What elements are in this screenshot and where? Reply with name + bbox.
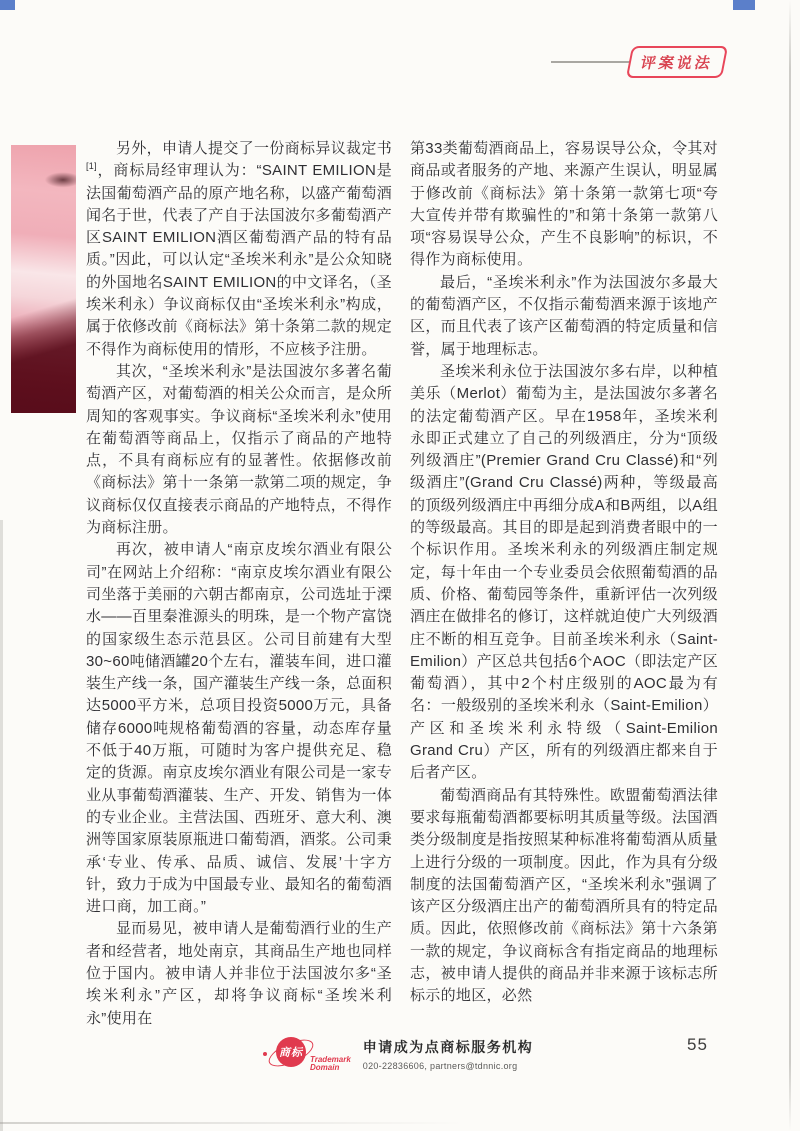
page-footer	[276, 1037, 533, 1072]
logo-en-line1: Trademark	[310, 1055, 351, 1064]
paragraph-wine-classification: 葡萄酒商品有其特殊性。欧盟葡萄酒法律要求每瓶葡萄酒都要标明其质量等级。法国酒类分级制度是指按照某种标准将葡萄酒从质量上进行分级的一项制度。因此，作为具有分级制度的法国葡萄酒产区，“圣埃米利永”强调了该产区分级酒庄出产的葡萄酒所具有的特定品质。因此，依照修改前《商标法》第十六条第一款的规定，争议商标含有指定商品的地理标志，被申请人提供的商品并非来源于该标志所标示的地区，必然	[410, 786, 718, 1005]
header-rule	[551, 61, 634, 63]
logo-en-text	[310, 1056, 351, 1072]
scan-edge-left	[0, 520, 3, 1131]
paragraph-continuation: 第33类葡萄酒商品上，容易误导公众，令其对商品或者服务的产地、来源产生误认，明显属于修改前《商标法》第十条第一款第七项“夸大宣传并带有欺骗性的”和第十条第一款第八项“容易误导公众，产生不良影响”的标识，不得作为商标使用。	[410, 140, 718, 269]
paragraph-text: 另外，申请人提交了一份商标异议裁定书	[116, 140, 392, 157]
scan-edge-bottom	[0, 1122, 464, 1124]
article-column-left	[86, 138, 392, 1030]
wine-photo-fragment	[11, 145, 76, 413]
trademark-domain-logo-icon	[276, 1037, 306, 1067]
paragraph-company-intro: 再次，被申请人“南京皮埃尔酒业有限公司”在网站上介绍称：“南京皮埃尔酒业有限公司坐落于美丽的六朝古都南京，公司选址于溧水——百里秦淮源头的明珠，是一个物产富饶的国家级生态示范县区。公司目前建有大型30~60吨储酒罐20个左右，灌装车间，进口灌装生产线一条，国产灌装生产线一条，总面积达5000平方米，总项目投资5000万元，具备储存6000吨规格葡萄酒的容量，动态库存量不低于40万瓶，可随时为客户提供充足、稳定的货源。南京皮埃尔酒业有限公司是一家专业从事葡萄酒灌装、生产、开发、销售为一体的专业企业。主营法国、西班牙、意大利、澳洲等国家原装原瓶进口葡萄酒，酒浆。公司秉承‘专业、传承、品质、诚信、发展’十字方针，致力于成为中国最专业、最知名的葡萄酒进口商，加工商。”	[86, 541, 393, 916]
section-tag	[626, 46, 728, 78]
paragraph-geographic-indication: 最后，“圣埃米利永”作为法国波尔多最大的葡萄酒产区，不仅指示葡萄酒来源于该地产区，而且代表了该产区葡萄酒的特定质量和信誉，属于地理标志。	[410, 273, 718, 358]
paragraph-distinctiveness: 其次，“圣埃米利永”是法国波尔多著名葡萄酒产区，对葡萄酒的相关公众而言，是众所周知的客观事实。争议商标“圣埃米利永”使用在葡萄酒等商品上，仅指示了商品的产地特点，不具有商标应有的显著性。依据修改前《商标法》第十一条第一款第二项的规定，争议商标仅仅直接表示商品的产地特点，不得作为商标注册。	[86, 362, 393, 537]
article-column-right	[410, 138, 718, 1008]
footer-text	[363, 1037, 534, 1071]
logo-cn-text: 商标	[279, 1047, 303, 1059]
logo-dot	[263, 1052, 267, 1056]
paragraph-saint-emilion-region: 圣埃米利永位于法国波尔多右岸，以种植美乐（Merlot）葡萄为主，是法国波尔多著名的法定葡萄酒产区。早在1958年，圣埃米利永即正式建立了自己的列级酒庄，分为“顶级列级酒庄”(Premier Grand Cru Classé)和“列级酒庄”(Grand Cru Classé)两种，等级最高的顶级列级酒庄中再细分成A和B两组，以A组的等级最高。其目的即是起到消费者眼中的一个标识作用。圣埃米利永的列级酒庄制定规定，每十年由一个专业委员会依照葡萄酒的品质、价格、葡萄园等条件，重新评估一次列级酒庄在做排名的修订，这样就迫使广大列级酒庄不断的相互竞争。目前圣埃米利永（Saint-Emilion）产区总共包括6个AOC（即法定产区葡萄酒），其中2个村庄级别的AOC最为有名：一般级别的圣埃米利永（Saint-Emilion）产区和圣埃米利永特级（Saint-Emilion Grand Cru）产区，所有的列级酒庄都来自于后者产区。	[410, 362, 718, 782]
paragraph-opposition-ruling	[86, 138, 392, 361]
print-registration-mark-right	[733, 0, 755, 10]
scan-edge-right	[789, 0, 791, 1131]
section-tag-label: 评案说法	[639, 54, 715, 72]
footnote-marker: [1]	[86, 161, 97, 172]
print-registration-mark-left	[0, 0, 15, 10]
logo-en-line2: Domain	[310, 1063, 340, 1072]
page-number: 55	[687, 1035, 708, 1054]
footer-slogan: 申请成为点商标服务机构	[362, 1039, 534, 1055]
paragraph-text: ，商标局经审理认为：“SAINT EMILION是法国葡萄酒产品的原产地名称，以盛产葡萄酒闻名于世，代表了产自于法国波尔多葡萄酒产区SAINT EMILION酒区葡萄酒产品的特有品质。”因此，可以认定“圣埃米利永”是公众知晓的外国地名SAINT EMILION的中文译名，（圣埃米利永）争议商标仅由“圣埃米利永”构成，属于依修改前《商标法》第十条第二款的规定不得作为商标使用的情形，不应核予注册。	[86, 162, 393, 358]
paragraph-conclusion-left: 显而易见，被申请人是葡萄酒行业的生产者和经营者，地处南京，其商品生产地也同样位于国内。被申请人并非位于法国波尔多“圣埃米利永”产区，却将争议商标“圣埃米利永”使用在	[86, 920, 393, 1027]
footer-contact: 020-22836606, partners@tdnnic.org	[362, 1061, 518, 1071]
